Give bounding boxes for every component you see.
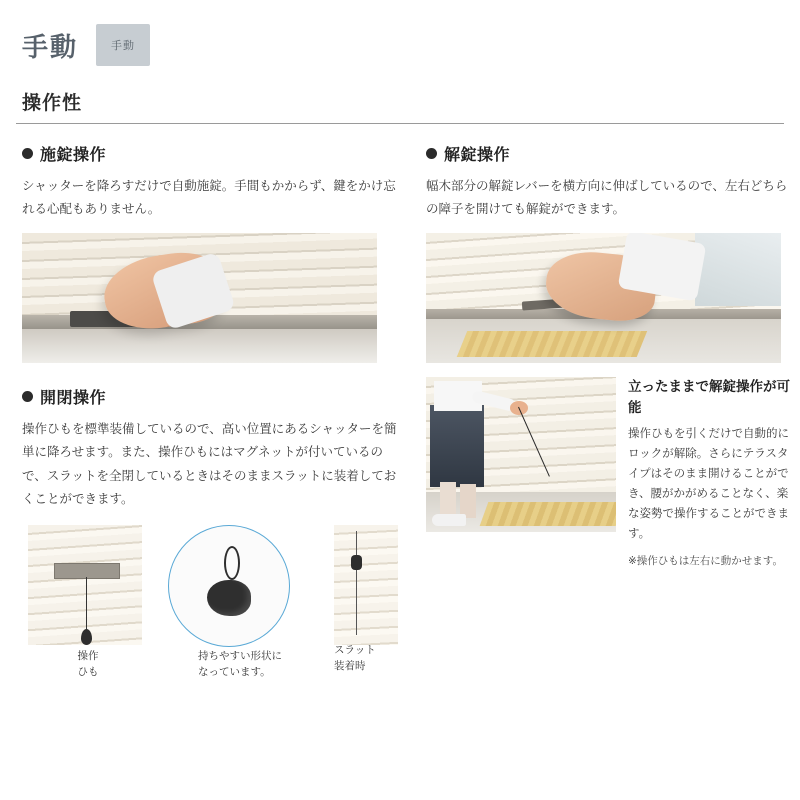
cord-line-graphic	[356, 531, 357, 635]
standing-operation-photo	[426, 377, 616, 532]
person-leg-graphic	[440, 482, 456, 518]
cord-label-left-line1: 操作	[77, 649, 99, 662]
openclose-operation-header	[22, 385, 398, 408]
lock-operation-title: 施錠操作	[40, 147, 107, 164]
cord-label-right	[334, 643, 402, 675]
window-glass-graphic	[695, 233, 781, 306]
standing-operation-body: 操作ひもを引くだけで自動的にロックが解除。さらにテラスタイプはそのまま開けることができ、腰がかがめることなく、楽な姿勢で操作することができます。	[628, 427, 789, 541]
mat-graphic	[457, 331, 648, 357]
cord-label-right-line2: 装着時	[334, 659, 366, 672]
magnet-clip-graphic	[351, 555, 362, 570]
lock-operation-photo	[22, 233, 377, 363]
openclose-operation-title: 開閉操作	[40, 390, 107, 408]
cord-shutter-graphic	[28, 525, 142, 645]
cord-mount-graphic	[54, 563, 120, 579]
cord-label-left-line2: ひも	[77, 665, 99, 678]
lock-operation-header	[22, 142, 398, 165]
standing-operation-block	[426, 377, 796, 569]
cord-attached-photo	[334, 525, 398, 645]
content-columns	[16, 142, 790, 678]
left-column	[22, 142, 398, 678]
standing-operation-note: ※操作ひもは左右に動かせます。	[628, 554, 783, 567]
person-skirt-graphic	[430, 405, 484, 487]
unlock-operation-body: 幅木部分の解錠レバーを横方向に伸ばしているので、左右どちらの障子を開けても解錠ができます。	[426, 179, 788, 217]
unlock-operation-photo	[426, 233, 781, 363]
bullet-icon	[22, 391, 33, 402]
cord-grip-graphic	[207, 580, 251, 616]
cord-label-left	[58, 649, 118, 681]
bullet-icon	[426, 148, 437, 159]
cord-label-middle-line1: 持ちやすい形状に	[198, 649, 282, 662]
bottom-spacer	[0, 774, 800, 800]
cord-weight-graphic	[81, 629, 92, 645]
standing-operation-text	[628, 377, 796, 569]
section-header	[16, 84, 784, 124]
bullet-icon	[22, 148, 33, 159]
cord-label-middle-line2: なっています。	[198, 665, 271, 678]
manual-mode-chip[interactable]: 手動	[96, 24, 150, 66]
section-title: 操作性	[22, 93, 83, 114]
lock-operation-body: シャッターを降ろすだけで自動施錠。手間もかからず、鍵をかけ忘れる心配もありません。	[22, 179, 396, 217]
cord-line-graphic	[86, 577, 87, 633]
cord-loop-graphic	[224, 546, 240, 580]
floor-graphic	[22, 329, 377, 363]
openclose-operation-body: 操作ひもを標準装備しているので、高い位置にあるシャッターを簡単に降ろせます。また、操作ひもにはマグネットが付いているので、スラットを全閉しているときはそのままスラットに装着しておくことができます。	[22, 422, 397, 506]
cord-diagram	[22, 525, 398, 678]
unlock-operation-header	[426, 142, 796, 165]
person-leg-graphic	[460, 484, 476, 518]
person-shoe-graphic	[432, 514, 466, 526]
cord-grip-closeup	[168, 525, 290, 647]
shutter-slats-graphic	[334, 525, 398, 645]
unlock-operation-title: 解錠操作	[444, 147, 511, 164]
page-title: 手動	[22, 31, 79, 62]
cord-label-middle	[198, 649, 328, 681]
standing-operation-title: 立ったままで解錠操作が可能	[628, 379, 790, 415]
cord-label-right-line1: スラット	[334, 643, 376, 656]
page-header	[16, 0, 784, 84]
mat-graphic	[480, 502, 616, 526]
right-column	[426, 142, 796, 647]
